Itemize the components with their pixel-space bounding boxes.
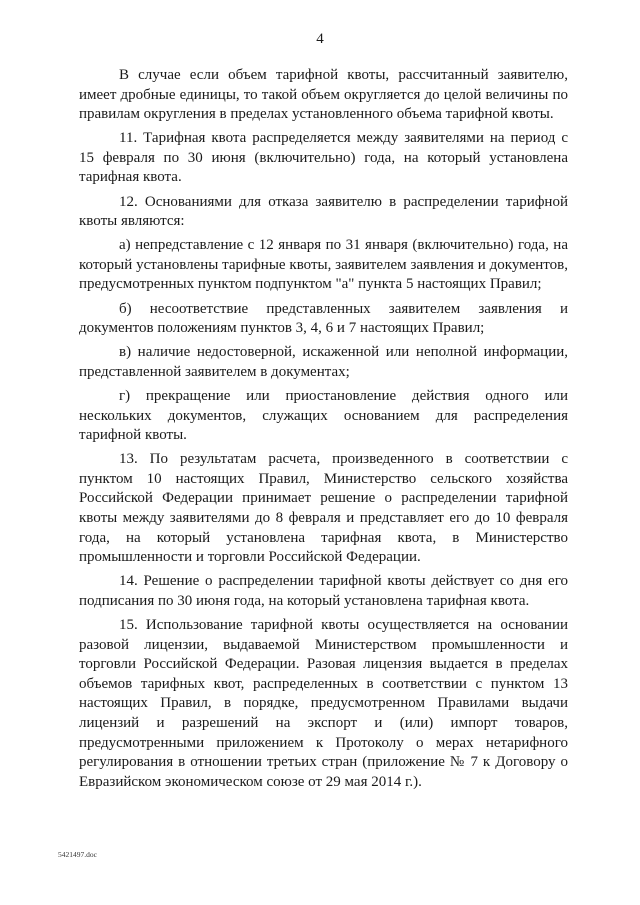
paragraph-12v: в) наличие недостоверной, искаженной или неполной информации, представленной заявителем в документах; — [79, 344, 568, 380]
paragraph-13-decision: 13. По результатам расчета, произведенного в соответствии с пунктом 10 настоящих Правил, Министерство сельского хозяйства Российской Федерации принимает решение о распределении тарифной квоты между заявителями до 8 февраля и представляет его до 10 февраля года, на который установлена тарифная квота, в Министерство промышленности и торговли Российской Федерации. — [79, 451, 568, 566]
paragraph-15-license: 15. Использование тарифной квоты осуществляется на основании разовой лицензии, выдаваемой Министерством промышленности и торговли Российской Федерации. Разовая лицензия выдается в пределах объемов тарифных квот, распределенных в соответствии с пунктом 13 настоящих Правил, в порядке, предусмотренном Правилами выдачи лицензий и разрешений на экспорт и (или) импорт товаров, предусмотренными приложением к Протоколу о мерах нетарифного регулирования в отношении третьих стран (приложение № 7 к Договору о Евразийском экономическом союзе от 29 мая 2014 г.). — [79, 616, 568, 790]
paragraph-11-distribution-period: 11. Тарифная квота распределяется между заявителями на период с 15 февраля по 30 июня (включительно) года, на который установлена тарифная квота. — [79, 130, 568, 186]
document-body — [79, 66, 568, 797]
paragraph-12g: г) прекращение или приостановление действия одного или нескольких документов, служащих основанием для распределения тарифной квоты. — [79, 387, 568, 444]
paragraph-14-validity: 14. Решение о распределении тарифной квоты действует со дня его подписания по 30 июня года, на который установлена тарифная квота. — [79, 573, 568, 609]
page-number: 4 — [316, 31, 324, 47]
paragraph-quota-rounding: В случае если объем тарифной квоты, рассчитанный заявителю, имеет дробные единицы, то такой объем округляется до целой величины по правилам округления в пределах установленного объема тарифной квоты. — [79, 67, 568, 123]
document-file-code: 5421497.doc — [58, 850, 97, 859]
paragraph-12a: а) непредставление с 12 января по 31 января (включительно) года, на который установлены тарифные квоты, заявителем заявления и документов, предусмотренных пунктом подпунктом "а" пункта 5 настоящих Правил; — [79, 237, 568, 293]
paragraph-12-refusal-grounds: 12. Основаниями для отказа заявителю в распределении тарифной квоты являются: — [79, 193, 568, 230]
paragraph-12b: б) несоответствие представленных заявителем заявления и документов положениям пунктов 3, 4, 6 и 7 настоящих Правил; — [79, 300, 568, 337]
